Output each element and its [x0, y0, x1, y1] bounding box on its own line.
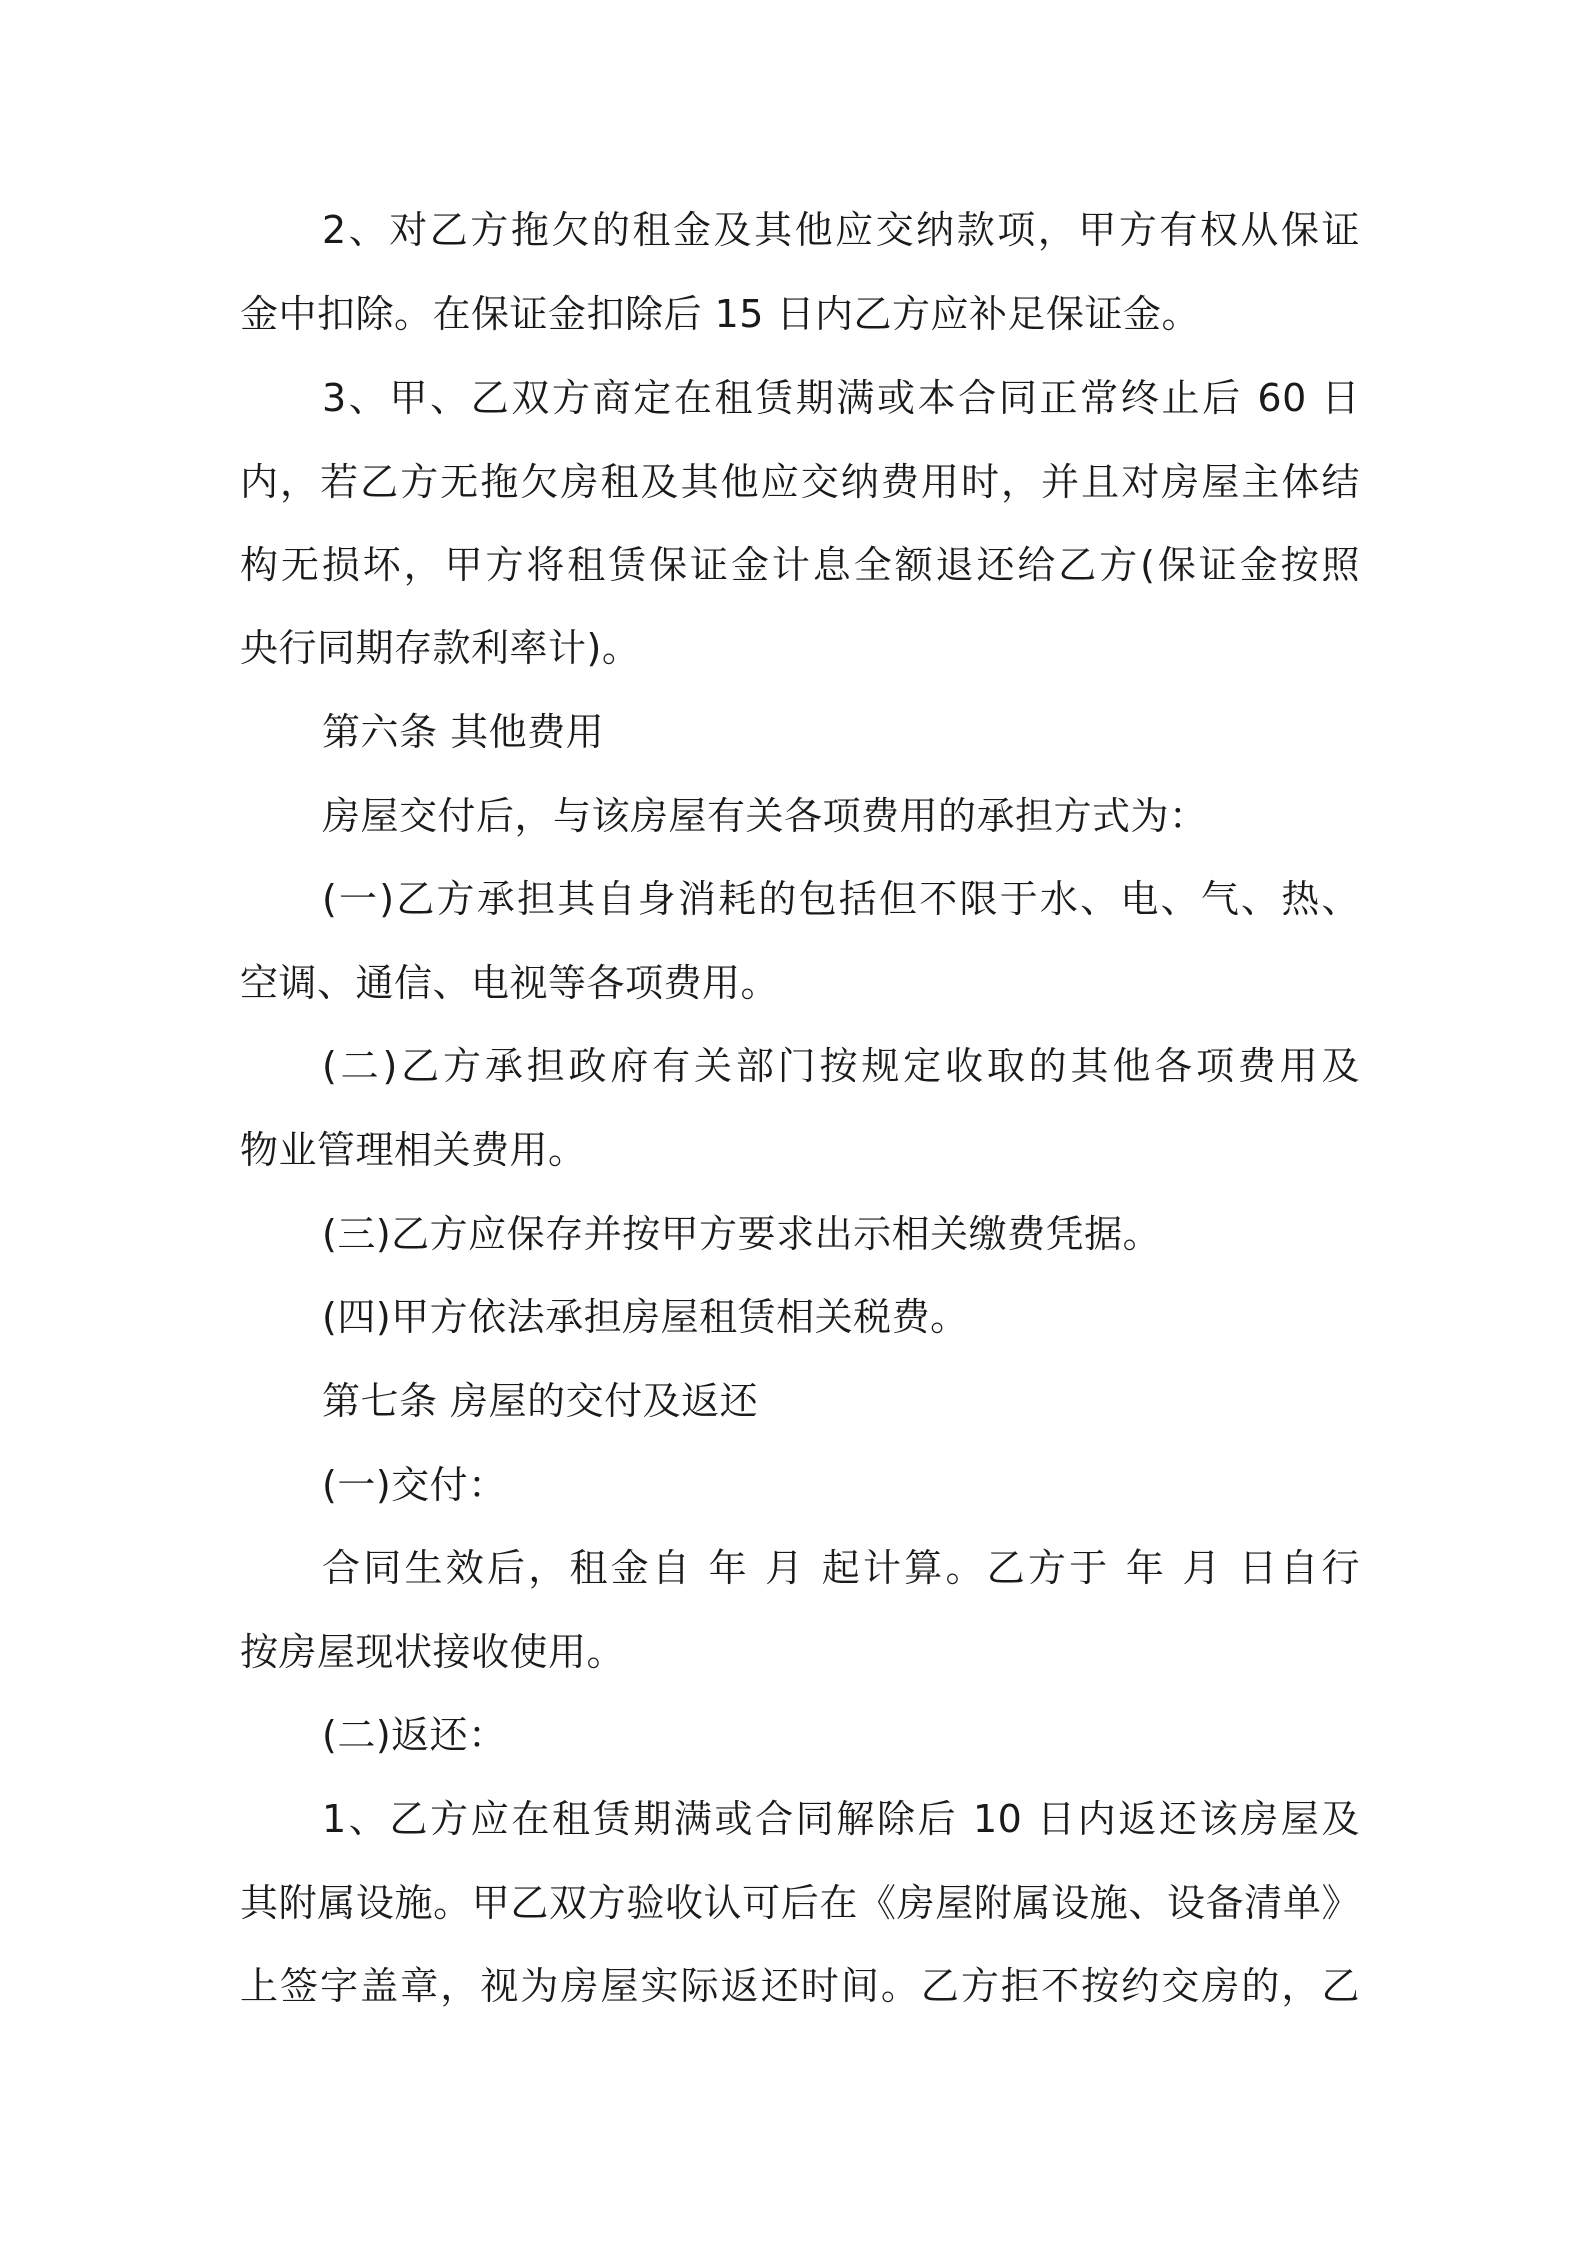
text-line: 金中扣除。在保证金扣除后 15 日内乙方应补足保证金。 — [240, 292, 1201, 336]
text-line: (二)返还： — [322, 1713, 507, 1757]
section-heading: 第七条 房屋的交付及返还 — [322, 1379, 759, 1423]
text-line: 3、甲、乙双方商定在租赁期满或本合同正常终止后 60 日 — [322, 376, 1360, 420]
text-line: 空调、通信、电视等各项费用。 — [240, 961, 780, 1005]
text-line: 其附属设施。甲乙双方验收认可后在《房屋附属设施、设备清单》 — [240, 1881, 1360, 1925]
text-line: (二)乙方承担政府有关部门按规定收取的其他各项费用及 — [322, 1044, 1360, 1088]
text-line: 构无损坏，甲方将租赁保证金计息全额退还给乙方(保证金按照 — [240, 543, 1360, 587]
text-line: 1、乙方应在租赁期满或合同解除后 10 日内返还该房屋及 — [322, 1797, 1360, 1841]
text-line: 合同生效后，租金自 年 月 起计算。乙方于 年 月 日自行 — [322, 1546, 1360, 1590]
text-line: (一)乙方承担其自身消耗的包括但不限于水、电、气、热、 — [322, 877, 1360, 921]
text-line: 上签字盖章，视为房屋实际返还时间。乙方拒不按约交房的，乙 — [240, 1964, 1360, 2008]
text-line: 2、对乙方拖欠的租金及其他应交纳款项，甲方有权从保证 — [322, 208, 1360, 252]
text-line: 房屋交付后，与该房屋有关各项费用的承担方式为： — [322, 794, 1208, 838]
text-line: (一)交付： — [322, 1463, 507, 1507]
text-line: 按房屋现状接收使用。 — [240, 1630, 626, 1674]
text-line: 物业管理相关费用。 — [240, 1128, 587, 1172]
text-line: (三)乙方应保存并按甲方要求出示相关缴费凭据。 — [322, 1212, 1162, 1256]
text-line: (四)甲方依法承担房屋租赁相关税费。 — [322, 1295, 969, 1339]
text-line: 央行同期存款利率计)。 — [240, 626, 641, 670]
section-heading: 第六条 其他费用 — [322, 710, 605, 754]
text-line: 内，若乙方无拖欠房租及其他应交纳费用时，并且对房屋主体结 — [240, 460, 1360, 504]
